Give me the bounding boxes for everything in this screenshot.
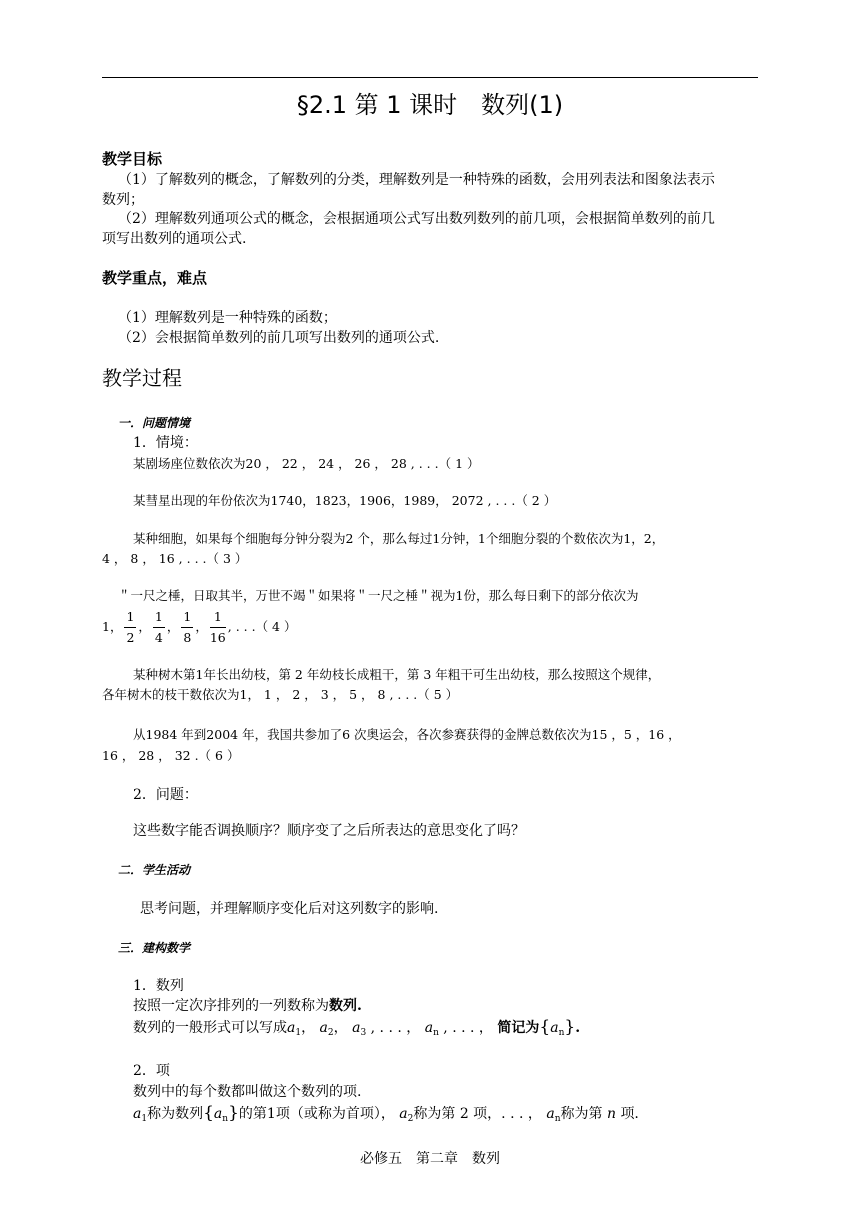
fraction-eighth: $\frac{1}{8}$ [183, 608, 192, 645]
term-explanation: $a_1$称为数列$\{a_n\}$的第1项（或称为首项）， $a_2$称为第 2 项，. . . ， $a_n$称为第 n 项. [133, 1103, 639, 1124]
section-1-heading: 一．问题情境 [118, 416, 191, 430]
general-form: 数列的一般形式可以写成$a_1$， $a_2$， $a_3$ , . . . ， $a_n$ , . . . ， 简记为$\{a_n\}$. [133, 1017, 581, 1038]
sequence-definition: 按照一定次序排列的一列数称为数列. [133, 998, 362, 1014]
example-4-line-1: ＂一尺之棰，日取其半，万世不竭＂如果将＂一尺之棰＂视为1份，那么每日剩下的部分依次为 [118, 588, 639, 603]
header-rule [102, 77, 758, 78]
section-2-heading: 二．学生活动 [118, 863, 191, 877]
example-6-line-1: 从1984 年到2004 年，我国共参加了6 次奥运会，各次参赛获得的金牌总数依次为15 ，5 ，16 ， [133, 727, 681, 742]
goal-1-line-2: 数列； [102, 192, 144, 208]
key-points-heading: 教学重点，难点 [102, 269, 208, 287]
student-activity-text: 思考问题，并理解顺序变化后对这列数字的影响. [140, 901, 439, 917]
example-4-lead: 1， [102, 619, 123, 634]
question-label: 2．问题： [133, 787, 198, 803]
sequence-subheading: 1．数列 [133, 978, 184, 994]
example-5-line-1: 某种树木第1年长出幼枝，第 2 年幼枝长成粗干，第 3 年粗干可生出幼枝，那么按照这个规律， [133, 667, 661, 682]
goal-2-line-2: 项写出数列的通项公式. [102, 231, 247, 247]
fraction-half: $\frac{1}{2}$ [126, 608, 135, 645]
example-4-line-2 [102, 605, 296, 649]
example-5-line-2: 各年树木的枝干数依次为1， 1 ， 2 ， 3 ， 5 ， 8 , . . .（ 5 ） [102, 687, 459, 702]
process-heading: 教学过程 [102, 366, 182, 390]
separator: ， [195, 619, 208, 634]
example-6-line-2: 16 ， 28 ， 32 .（ 6 ） [102, 748, 240, 763]
key-point-1: （1）理解数列是一种特殊的函数； [118, 310, 337, 326]
example-3-line-1: 某种细胞，如果每个细胞每分钟分裂为2 个，那么每过1分钟，1个细胞分裂的个数依次为1，2， [133, 531, 665, 546]
question-text: 这些数字能否调换顺序？顺序变了之后所表达的意思变化了吗？ [133, 823, 525, 839]
goal-2-line-1: （2）理解数列通项公式的概念，会根据通项公式写出数列数列的前几项，会根据简单数列的前几 [118, 211, 715, 227]
page-footer: 必修五 第二章 数列 [360, 1151, 500, 1167]
term-subheading: 2．项 [133, 1063, 170, 1079]
fraction-sixteenth: $\frac{1}{16}$ [209, 608, 226, 645]
term-definition: 数列中的每个数都叫做这个数列的项. [133, 1084, 362, 1100]
example-1: 某剧场座位数依次为20 ， 22 ， 24 ， 26 ， 28 , . . .（ 1 ） [133, 456, 480, 471]
fraction-quarter: $\frac{1}{4}$ [154, 608, 163, 645]
separator: ， [138, 619, 151, 634]
example-2: 某彗星出现的年份依次为1740，1823，1906，1989， 2072 , . . .（ 2 ） [133, 493, 557, 508]
situation-label: 1．情境： [133, 435, 198, 451]
example-4-tail: , . . .（ 4 ） [227, 619, 297, 634]
page-title: §2.1 第 1 课时 数列(1) [296, 91, 564, 119]
section-3-heading: 三．建构数学 [118, 941, 191, 955]
goals-heading: 教学目标 [102, 150, 163, 168]
example-3-line-2: 4 ， 8 ， 16 , . . .（ 3 ） [102, 551, 248, 566]
key-point-2: （2）会根据简单数列的前几项写出数列的通项公式. [118, 330, 440, 346]
separator: ， [166, 619, 180, 634]
goal-1-line-1: （1）了解数列的概念，了解数列的分类，理解数列是一种特殊的函数，会用列表法和图象法表示 [118, 172, 715, 188]
